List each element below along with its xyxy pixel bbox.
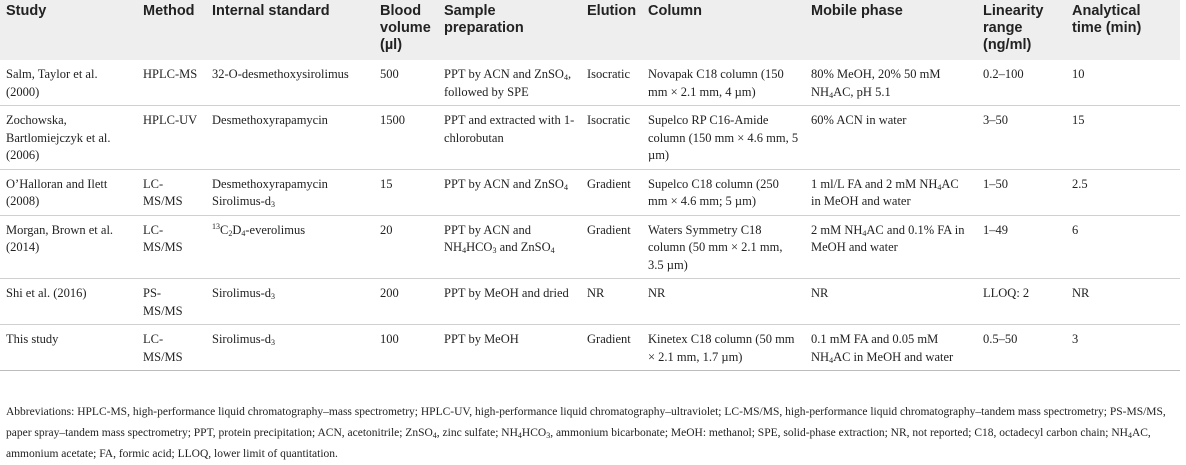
cell-internal-standard: Sirolimus-$d_3$: [212, 286, 276, 301]
cell-mobile-phase: 1 ml/L FA and 2 mM $NH_4AC$ in MeOH and water: [811, 176, 959, 208]
cell-mobile-phase: 60% ACN in water: [811, 113, 907, 127]
cell-elution: Gradient: [587, 332, 631, 346]
header-method: Method: [143, 3, 195, 19]
header-study: Study: [6, 3, 47, 19]
cell-study: Salm, Taylor et al. (2000): [6, 67, 98, 99]
cell-column: Supelco C18 column (250 mm × 4.6 mm; 5 µm): [648, 176, 779, 208]
cell-method: HPLC-UV: [143, 113, 198, 127]
cell-column: Novapak C18 column (150 mm × 2.1 mm, 4 µm): [648, 67, 784, 99]
cell-column: Kinetex C18 column (50 mm × 2.1 mm, 1.7 µm): [648, 332, 795, 364]
header-mobile-phase: Mobile phase: [811, 3, 903, 19]
cell-linearity-range: LLOQ: 2: [983, 286, 1030, 300]
abbreviations-footnote: Abbreviations: HPLC-MS, high-performance liquid chromatography–mass spectrometry; HPLC-UV, high-performance liquid chromatography–ultraviolet; LC-MS/MS, high-performance liquid chromatography–tandem mass spectrometry; PS-MS/MS, paper spray–tandem mass spectrometry; PPT, protein precipitation; ACN, acetonitrile; ZnSO$_4$, zinc sulfate; $NH_4HCO_3$, ammonium bicarbonate; MeOH: methanol; SPE, solid-phase extraction; NR, not reported; C18, octadecyl carbon chain; $NH_4AC$, ammonium acetate; FA, formic acid; LLOQ, lower limit of quantitation.: [6, 406, 1166, 460]
cell-column: Supelco RP C16-Amide column (150 mm × 4.6 mm, 5 µm): [648, 113, 799, 162]
cell-blood-volume: 200: [380, 286, 399, 300]
cell-linearity-range: 1–50: [983, 176, 1008, 191]
table-row: [0, 279, 1180, 325]
table-row: [0, 169, 1180, 215]
cell-elution: Gradient: [587, 176, 631, 191]
header-internal-standard: Internal standard: [212, 3, 330, 19]
cell-analytical-time: 15: [1072, 113, 1085, 127]
cell-sample-preparation: PPT by ACN and ZnSO$_4$: [444, 176, 568, 192]
cell-blood-volume: 15: [380, 176, 393, 191]
cell-analytical-time: 2.5: [1072, 176, 1088, 191]
cell-linearity-range: 3–50: [983, 113, 1008, 127]
cell-sample-preparation: PPT and extracted with 1-chlorobutan: [444, 113, 575, 145]
cell-elution: Isocratic: [587, 67, 631, 81]
header-linearity-range: Linearity range (ng/ml): [983, 3, 1044, 53]
cell-method: LC-MS/MS: [143, 176, 183, 208]
cell-blood-volume: 100: [380, 332, 399, 346]
cell-elution: Isocratic: [587, 113, 631, 127]
cell-internal-standard: Desmethoxyrapamycin Sirolimus-$d_3$: [212, 176, 328, 209]
cell-mobile-phase: NR: [811, 286, 829, 300]
cell-sample-preparation: PPT by ACN and ZnSO$_4$, followed by SPE: [444, 67, 572, 99]
table-row: [0, 60, 1180, 106]
cell-internal-standard: $^{13}C_2D_4$-everolimus: [212, 221, 306, 238]
cell-linearity-range: 0.2–100: [983, 67, 1024, 81]
cell-elution: Gradient: [587, 222, 631, 237]
cell-method: HPLC-MS: [143, 67, 198, 81]
cell-mobile-phase: 0.1 mM FA and 0.05 mM $NH_4AC$ in MeOH and water: [811, 332, 954, 365]
cell-mobile-phase: 80% MeOH, 20% 50 mM $NH_4AC$, pH 5.1: [811, 67, 941, 100]
cell-column: Waters Symmetry C18 column (50 mm × 2.1 mm, 3.5 µm): [648, 222, 783, 272]
cell-analytical-time: 3: [1072, 332, 1079, 346]
cell-internal-standard: Sirolimus-$d_3$: [212, 332, 276, 347]
header-blood-volume: Blood volume (µl): [380, 3, 431, 53]
header-analytical-time: Analytical time (min): [1072, 3, 1142, 36]
cell-internal-standard: Desmethoxyrapamycin: [212, 113, 328, 127]
cell-linearity-range: 1–49: [983, 222, 1008, 237]
cell-sample-preparation: PPT by MeOH and dried: [444, 286, 569, 300]
cell-mobile-phase: 2 mM $NH_4AC$ and 0.1% FA in MeOH and water: [811, 222, 965, 254]
cell-study: O’Halloran and Ilett (2008): [6, 176, 108, 208]
cell-method: PS-MS/MS: [143, 286, 183, 318]
header-elution: Elution: [587, 3, 637, 19]
header-column: Column: [648, 3, 702, 19]
header-row: [0, 0, 1180, 60]
cell-elution: NR: [587, 286, 605, 300]
table-row: [0, 325, 1180, 371]
header-sample-preparation: Sample preparation: [444, 3, 524, 36]
cell-study: Zochowska, Bartlomiejczyk et al. (2006): [6, 113, 111, 162]
cell-study: This study: [6, 332, 59, 346]
table-row: [0, 106, 1180, 170]
table-row: [0, 215, 1180, 279]
cell-method: LC-MS/MS: [143, 332, 183, 364]
cell-blood-volume: 1500: [380, 113, 405, 127]
cell-study: Shi et al. (2016): [6, 286, 87, 300]
cell-sample-preparation: PPT by MeOH: [444, 332, 519, 346]
cell-method: LC-MS/MS: [143, 222, 183, 254]
cell-column: NR: [648, 286, 666, 300]
cell-study: Morgan, Brown et al. (2014): [6, 222, 114, 254]
cell-blood-volume: 20: [380, 222, 393, 237]
cell-analytical-time: 10: [1072, 67, 1085, 81]
cell-sample-preparation: PPT by ACN and $NH_4HCO_3$ and ZnSO$_4$: [444, 222, 555, 255]
cell-linearity-range: 0.5–50: [983, 332, 1018, 346]
cell-analytical-time: 6: [1072, 222, 1079, 237]
cell-internal-standard: 32-O-desmethoxysirolimus: [212, 67, 349, 81]
cell-blood-volume: 500: [380, 67, 399, 81]
cell-analytical-time: NR: [1072, 286, 1090, 300]
